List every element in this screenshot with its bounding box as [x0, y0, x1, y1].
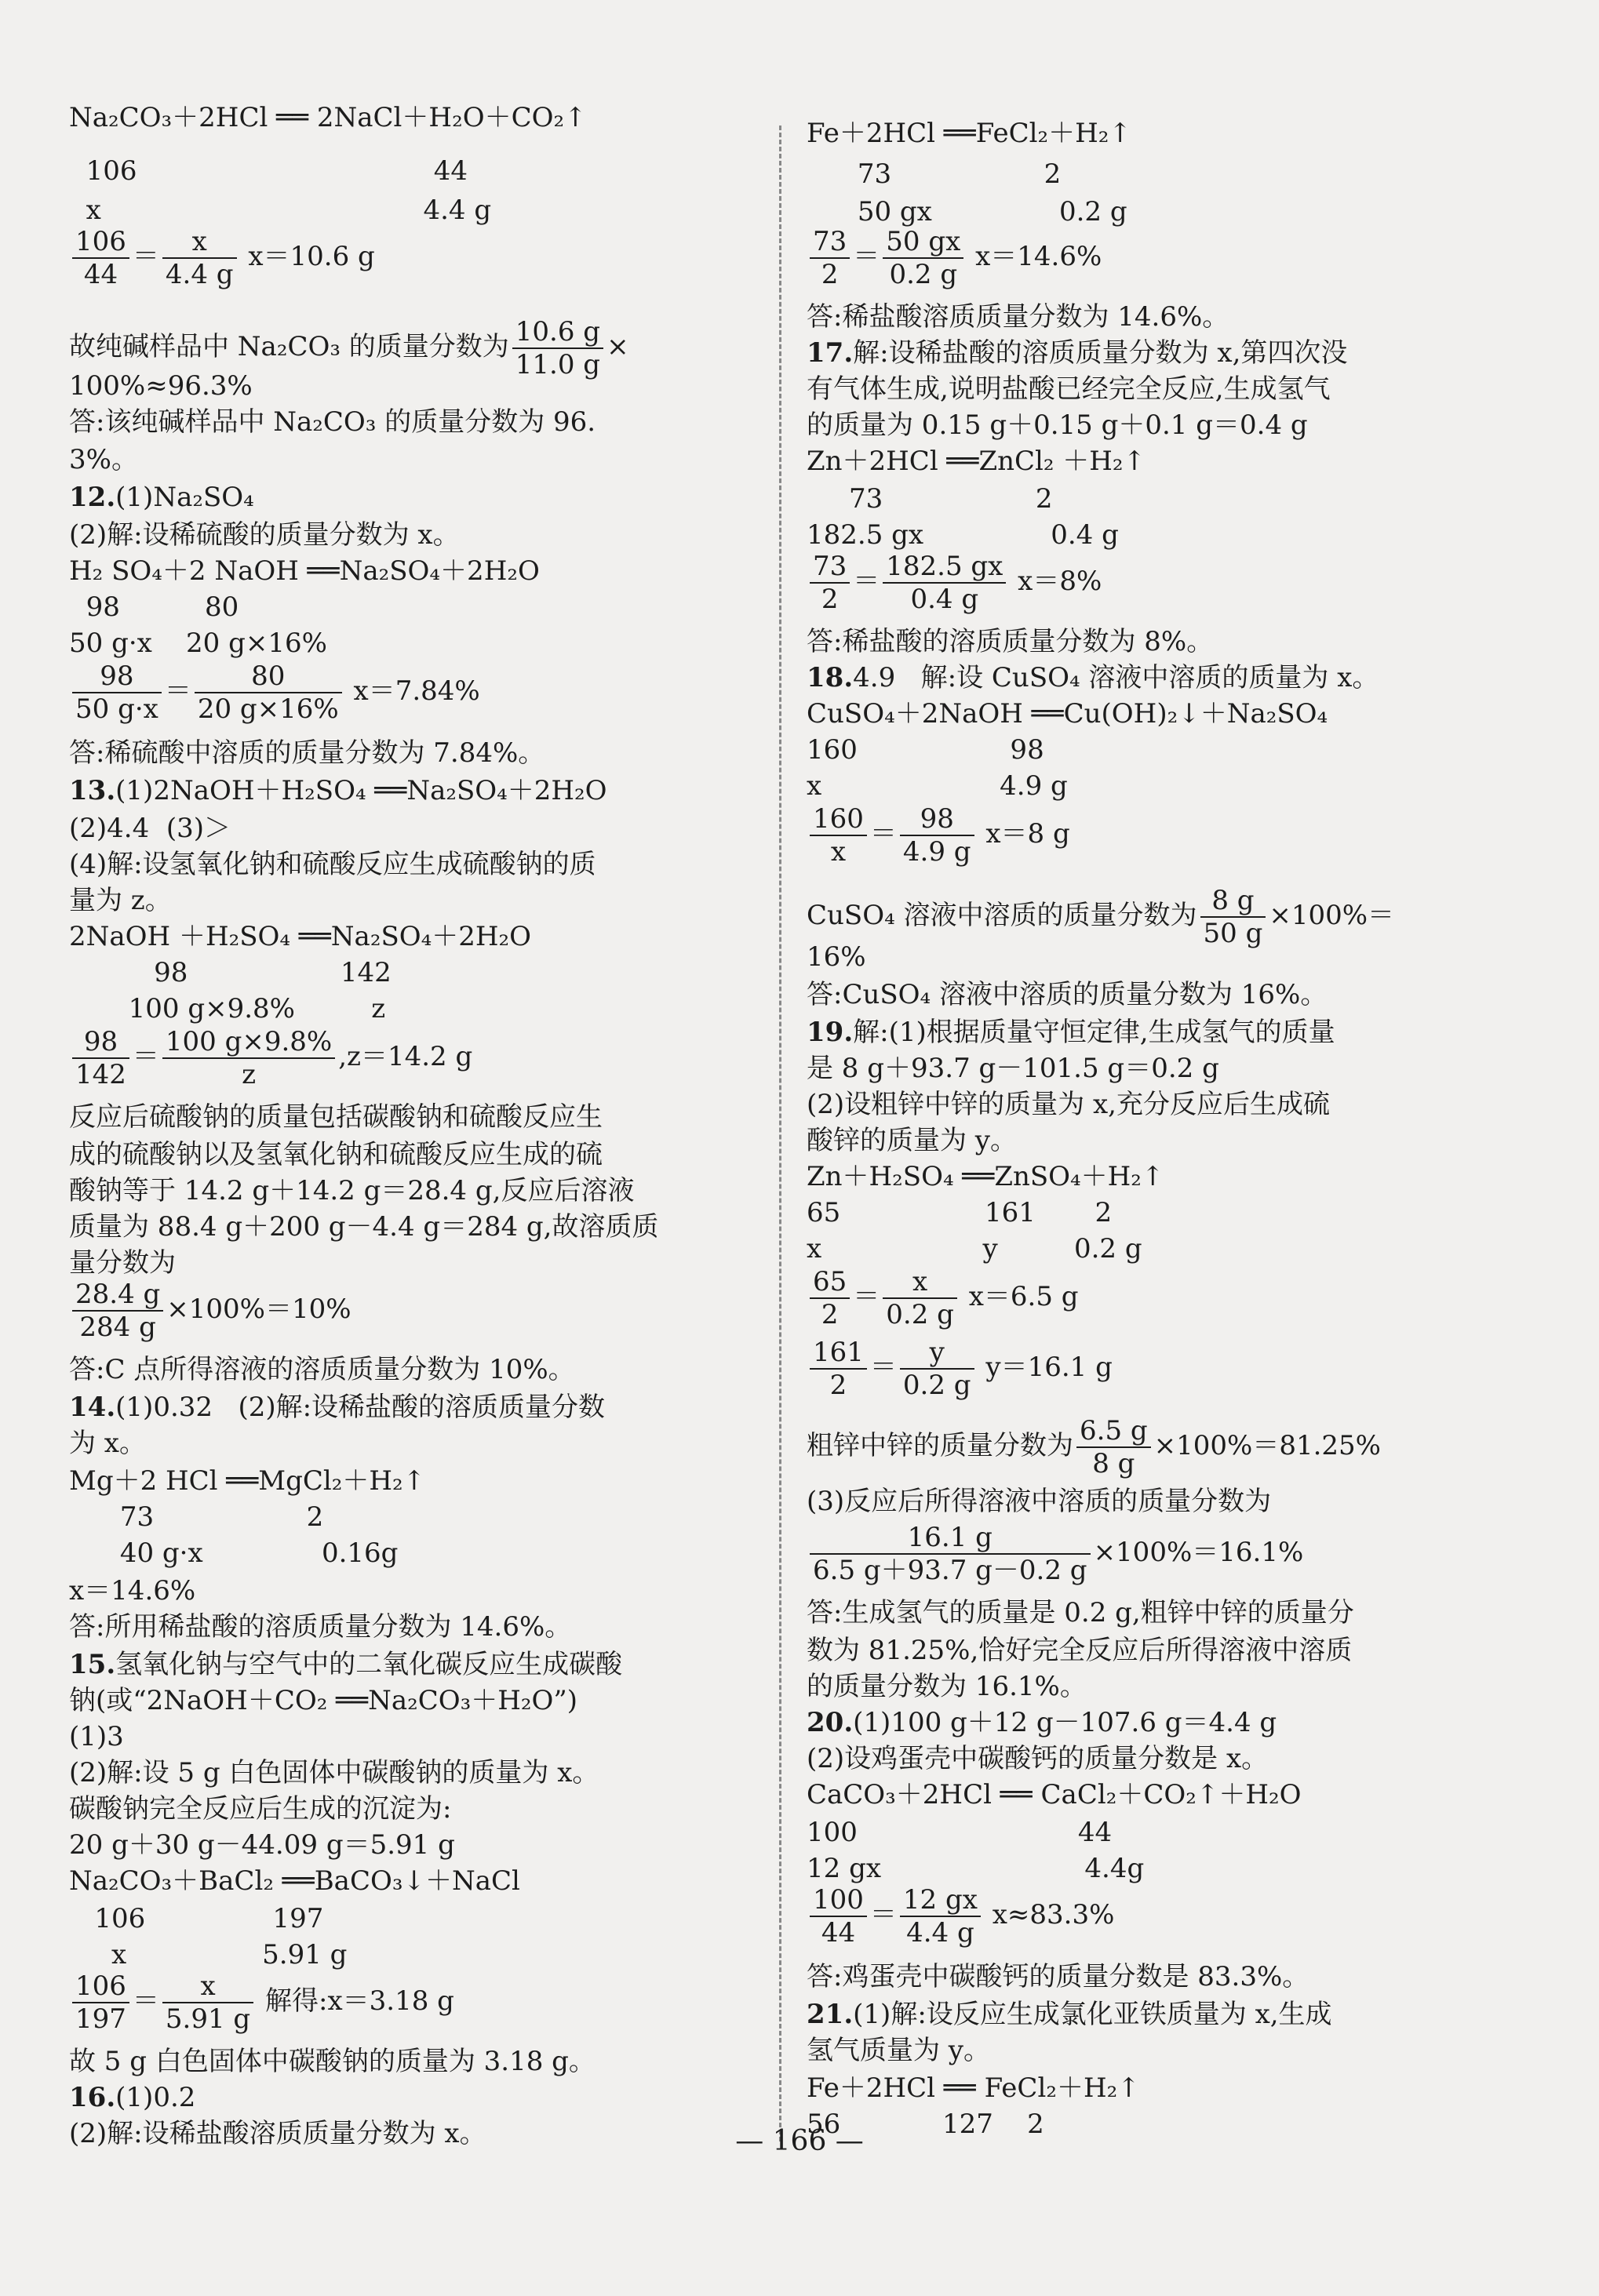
fraction-denominator: 50 g [1203, 918, 1263, 949]
line-text: ×100%＝10% [166, 1294, 351, 1325]
equals-sign: ＝ [853, 241, 880, 272]
text-line [807, 409, 1308, 441]
line-text: 12 gx 4.4g [807, 1853, 1145, 1884]
text-line [69, 921, 531, 952]
text-line [807, 1089, 1330, 1120]
text-line [69, 1175, 634, 1206]
text-line [69, 195, 491, 226]
question-number: 20. [807, 1707, 854, 1738]
fraction-numerator: 160 [810, 803, 867, 836]
text-line [807, 1161, 1164, 1192]
fraction-denominator: x [830, 836, 847, 868]
text-line [807, 1817, 1112, 1848]
line-text: CuSO₄ 溶液中溶质的质量分数为 [807, 900, 1197, 931]
line-text: ×100%＝16.1% [1093, 1537, 1304, 1568]
text-line [807, 1779, 1302, 1810]
equals-sign: ＝ [853, 1281, 880, 1312]
question-number: 13. [69, 775, 116, 806]
line-text: 4.9 解:设 CuSO₄ 溶液中溶质的质量为 x。 [853, 662, 1379, 693]
line-text: Zn＋2HCl ══ZnCl₂ ＋H₂↑ [807, 446, 1146, 477]
text-line [69, 1903, 323, 1934]
line-text: 的质量为 0.15 g＋0.15 g＋0.1 g＝0.4 g [807, 409, 1308, 441]
line-text: 解得:x＝3.18 g [257, 1985, 454, 2017]
line-text: 73 2 [69, 1501, 324, 1533]
text-line [807, 1597, 1354, 1628]
question-number: 19. [807, 1017, 854, 1048]
line-text: 粗锌中锌的质量分数为 [807, 1430, 1073, 1461]
line-text: 量分数为 [69, 1247, 176, 1279]
fraction-numerator: 73 [810, 226, 850, 259]
question-number: 17. [807, 337, 854, 369]
text-line [69, 849, 596, 880]
line-text: 酸锌的质量为 y。 [807, 1125, 1018, 1156]
fraction-denominator: 8 g [1092, 1448, 1135, 1479]
line-text: (1)解:设反应生成氯化亚铁质量为 x,生成 [853, 1999, 1332, 2030]
fraction [810, 1884, 867, 1949]
question-number: 12. [69, 482, 116, 513]
text-line [69, 1501, 323, 1533]
text-line [69, 1354, 575, 1385]
line-text: ×100%＝81.25% [1153, 1430, 1381, 1461]
text-line [69, 555, 540, 587]
text-line [807, 196, 1127, 227]
line-text: 106 197 [69, 1903, 324, 1934]
line-text: (1)0.32 (2)解:设稀盐酸的溶质质量分数 [115, 1392, 606, 1423]
fraction [810, 1266, 850, 1330]
equals-sign: ＝ [853, 566, 880, 597]
text-line [807, 885, 1394, 949]
line-text: 182.5 gx 0.4 g [807, 519, 1119, 551]
text-line [807, 1486, 1271, 1517]
equals-sign: ＝ [164, 675, 191, 707]
text-line [807, 1415, 1381, 1479]
question-number: 18. [807, 662, 854, 693]
text-line [807, 1522, 1303, 1586]
text-line [807, 519, 1119, 551]
line-text: 碳酸钠完全反应后生成的沉淀为: [69, 1793, 452, 1825]
text-line [807, 158, 1061, 190]
text-line [69, 444, 138, 475]
fraction [810, 1337, 867, 1401]
fraction-numerator: 6.5 g [1076, 1415, 1151, 1448]
line-text: 答:生成氢气的质量是 0.2 g,粗锌中锌的质量分 [807, 1597, 1354, 1628]
line-text: 量为 z。 [69, 885, 172, 916]
text-line [69, 1939, 347, 1970]
text-line [69, 519, 460, 551]
fraction-denominator: 142 [75, 1059, 126, 1090]
line-text: 3%。 [69, 444, 138, 475]
fraction-denominator: 5.91 g [165, 2003, 251, 2035]
line-text: 73 2 [807, 483, 1053, 515]
text-line [69, 1392, 605, 1423]
column-divider [779, 126, 781, 2141]
line-text: 答:该纯碱样品中 Na₂CO₃ 的质量分数为 96. [69, 406, 596, 438]
fraction-denominator: 197 [75, 2003, 126, 2035]
text-line [807, 979, 1327, 1010]
text-line [69, 737, 545, 769]
fraction-denominator: 44 [821, 1917, 856, 1949]
text-line [69, 1611, 571, 1643]
fraction [72, 1970, 129, 2035]
fraction-numerator: 80 [195, 660, 342, 693]
fraction-denominator: 20 g×16% [197, 693, 339, 725]
text-line [807, 118, 1131, 149]
line-text: 答:稀盐酸的溶质质量分数为 8%。 [807, 626, 1214, 657]
text-line [69, 406, 596, 438]
text-line [69, 1139, 603, 1170]
line-text: CaCO₃＋2HCl ══ CaCl₂＋CO₂↑＋H₂O [807, 1779, 1302, 1810]
fraction [883, 226, 963, 290]
line-text: 20 g＋30 g－44.09 g＝5.91 g [69, 1829, 455, 1861]
fraction-numerator: 73 [810, 551, 850, 584]
fraction-denominator: 0.2 g [902, 1370, 971, 1401]
fraction-denominator: z [242, 1059, 257, 1090]
text-line [69, 993, 385, 1024]
fraction-numerator: y [900, 1337, 974, 1370]
text-line [69, 1829, 455, 1861]
line-text: (4)解:设氢氧化钠和硫酸反应生成硫酸钠的质 [69, 849, 596, 880]
fraction-denominator: 6.5 g＋93.7 g－0.2 g [813, 1555, 1087, 1586]
text-line [807, 337, 1347, 369]
line-text: x 4.9 g [807, 770, 1068, 802]
fraction-denominator: 0.2 g [889, 259, 958, 290]
text-line [69, 2046, 596, 2077]
fraction-denominator: 284 g [79, 1312, 156, 1343]
question-number: 16. [69, 2082, 116, 2113]
text-line [69, 1211, 658, 1243]
line-text: 酸钠等于 14.2 g＋14.2 g＝28.4 g,反应后溶液 [69, 1175, 635, 1206]
fraction-numerator: 161 [810, 1337, 867, 1370]
line-text: Zn＋H₂SO₄ ══ZnSO₄＋H₂↑ [807, 1161, 1164, 1192]
fraction [162, 1970, 253, 2035]
fraction [512, 316, 603, 380]
text-line [69, 1649, 622, 1680]
line-text: 为 x。 [69, 1428, 146, 1459]
text-line [69, 1575, 195, 1606]
text-line [807, 941, 866, 973]
text-line [69, 1757, 599, 1788]
fraction-numerator: 65 [810, 1266, 850, 1299]
line-text: 故纯碱样品中 Na₂CO₃ 的质量分数为 [69, 331, 509, 362]
line-text: Mg＋2 HCl ══MgCl₂＋H₂↑ [69, 1465, 426, 1497]
text-line [69, 1537, 398, 1569]
line-text: 160 98 [807, 734, 1044, 766]
fraction-numerator: 106 [72, 226, 129, 259]
line-text: 答:所用稀盐酸的溶质质量分数为 14.6%。 [69, 1611, 572, 1643]
line-text: 的质量分数为 16.1%。 [807, 1671, 1087, 1702]
line-text: (2)设鸡蛋壳中碳酸钙的质量分数是 x。 [807, 1743, 1269, 1774]
text-line [807, 803, 1070, 868]
fraction [900, 1337, 974, 1401]
line-text: x＝6.5 g [960, 1281, 1079, 1312]
text-line [807, 734, 1044, 766]
line-text: 答:稀硫酸中溶质的质量分数为 7.84%。 [69, 737, 545, 769]
fraction [900, 1884, 981, 1949]
fraction-denominator: 4.4 g [165, 259, 234, 290]
line-text: x＝14.6% [967, 241, 1102, 272]
line-text: 16% [807, 941, 866, 973]
fraction-numerator: 182.5 gx [883, 551, 1006, 584]
line-text: x 4.4 g [69, 195, 492, 226]
fraction-denominator: 44 [83, 259, 118, 290]
line-text: (1)3 [69, 1721, 124, 1752]
text-line [807, 1999, 1332, 2030]
line-text: 100 g×9.8% z [69, 993, 386, 1024]
text-line [807, 1671, 1087, 1702]
line-text: 73 2 [807, 158, 1062, 190]
line-text: Fe＋2HCl ══ FeCl₂＋H₂↑ [807, 2072, 1140, 2104]
text-line [807, 1017, 1335, 1048]
line-text: 50 g·x 20 g×16% [69, 628, 327, 659]
fraction [810, 551, 850, 615]
text-line [807, 1707, 1277, 1738]
fraction [883, 1266, 957, 1330]
fraction [72, 226, 129, 290]
fraction [810, 1522, 1091, 1586]
line-text: 氢气质量为 y。 [807, 2035, 991, 2066]
line-text: 氢氧化钠与空气中的二氧化碳反应生成碳酸 [115, 1649, 623, 1680]
text-line [69, 482, 254, 513]
fraction [72, 660, 162, 725]
text-line [69, 775, 607, 806]
line-text: 有气体生成,说明盐酸已经完全反应,生成氢气 [807, 373, 1331, 405]
line-text: CuSO₄＋2NaOH ══Cu(OH)₂↓＋Na₂SO₄ [807, 698, 1328, 730]
text-line [69, 2082, 195, 2113]
fraction [162, 1026, 335, 1090]
fraction [72, 1279, 163, 1343]
text-line [807, 2072, 1140, 2104]
text-line [807, 1337, 1113, 1401]
text-line [69, 1865, 520, 1897]
line-text: x y 0.2 g [807, 1233, 1142, 1264]
text-line [69, 1101, 603, 1133]
line-text: 98 80 [69, 591, 239, 623]
line-text: ,z＝14.2 g [338, 1041, 473, 1072]
text-line [69, 1465, 425, 1497]
line-text: (1)100 g＋12 g－107.6 g＝4.4 g [853, 1707, 1277, 1738]
text-line [807, 551, 1102, 615]
line-text: x＝7.84% [344, 675, 480, 707]
text-line [807, 301, 1229, 333]
text-line [807, 2035, 990, 2066]
line-text: (2)4.4 (3)＞ [69, 813, 231, 844]
text-line [807, 373, 1331, 405]
text-line [807, 1743, 1268, 1774]
fraction-denominator: 11.0 g [515, 349, 601, 380]
line-text: 106 44 [69, 155, 468, 187]
equals-sign: ＝ [132, 1985, 159, 2017]
line-text: Na₂CO₃＋2HCl ══ 2NaCl＋H₂O＋CO₂↑ [69, 102, 587, 133]
fraction-denominator: 4.9 g [902, 836, 971, 868]
line-text: 98 142 [69, 957, 392, 988]
equals-sign: ＝ [132, 1041, 159, 1072]
line-text: 解:设稀盐酸的溶质质量分数为 x,第四次没 [853, 337, 1348, 369]
text-line [807, 1884, 1114, 1949]
fraction [1200, 885, 1266, 949]
text-line [807, 483, 1052, 515]
line-text: 56 127 2 [807, 2109, 1044, 2140]
fraction [810, 803, 867, 868]
text-line [807, 446, 1146, 477]
line-text: 答:CuSO₄ 溶液中溶质的质量分数为 16%。 [807, 979, 1328, 1010]
text-line [807, 1125, 1017, 1156]
line-text: 数为 81.25%,恰好完全反应后所得溶液中溶质 [807, 1635, 1353, 1666]
line-text: 故 5 g 白色固体中碳酸钠的质量为 3.18 g。 [69, 2046, 596, 2077]
line-text: x＝8% [1009, 566, 1102, 597]
text-line [807, 1233, 1142, 1264]
text-line [69, 155, 468, 187]
fraction-numerator: 98 [72, 660, 162, 693]
text-line [69, 1428, 146, 1459]
fraction-denominator: 2 [829, 1370, 847, 1401]
text-line [69, 1970, 454, 2035]
line-text: (1)0.2 [115, 2082, 196, 2113]
line-text: x＝8 g [977, 818, 1070, 850]
text-line [69, 813, 231, 844]
fraction-denominator: 2 [821, 584, 839, 615]
text-line [807, 1853, 1144, 1884]
line-text: 答:鸡蛋壳中碳酸钙的质量分数是 83.3%。 [807, 1961, 1309, 1992]
text-line [69, 660, 480, 725]
text-line [807, 1635, 1352, 1666]
line-text: 解:(1)根据质量守恒定律,生成氢气的质量 [853, 1017, 1335, 1048]
line-text: x＝14.6% [69, 1575, 196, 1606]
line-text: x＝10.6 g [239, 241, 375, 272]
text-line [807, 1053, 1219, 1084]
text-line [69, 1247, 176, 1279]
line-text: ×100%＝ [1269, 900, 1395, 931]
line-text: 成的硫酸钠以及氢氧化钠和硫酸反应生成的硫 [69, 1139, 603, 1170]
line-text: x 5.91 g [69, 1939, 348, 1970]
line-text: x≈83.3% [983, 1899, 1115, 1930]
equals-sign: ＝ [869, 1899, 897, 1930]
line-text: 反应后硫酸钠的质量包括碳酸钠和硫酸反应生 [69, 1101, 603, 1133]
question-number: 21. [807, 1999, 854, 2030]
fraction-numerator: 50 gx [883, 226, 963, 259]
line-text: 是 8 g＋93.7 g－101.5 g＝0.2 g [807, 1053, 1219, 1084]
fraction-numerator: 12 gx [900, 1884, 981, 1917]
fraction-denominator: 0.2 g [886, 1299, 954, 1330]
fraction-denominator: 2 [821, 1299, 839, 1330]
page-number: — 166 — [735, 2125, 864, 2157]
text-line [69, 1721, 124, 1752]
text-line [807, 770, 1068, 802]
fraction-numerator: 8 g [1200, 885, 1266, 918]
text-line [807, 226, 1102, 290]
line-text: y＝16.1 g [977, 1352, 1113, 1383]
text-line [807, 626, 1213, 657]
fraction-numerator: 100 g×9.8% [162, 1026, 335, 1059]
equals-sign: ＝ [869, 1352, 897, 1383]
fraction-denominator: 0.4 g [910, 584, 979, 615]
text-line [69, 628, 327, 659]
fraction [162, 226, 237, 290]
line-text: 100 44 [807, 1817, 1113, 1848]
fraction-numerator: x [162, 226, 237, 259]
line-text: (1)2NaOH＋H₂SO₄ ══Na₂SO₄＋2H₂O [115, 775, 607, 806]
fraction [883, 551, 1006, 615]
line-text: H₂ SO₄＋2 NaOH ══Na₂SO₄＋2H₂O [69, 555, 540, 587]
fraction [810, 226, 850, 290]
fraction-numerator: 16.1 g [810, 1522, 1091, 1555]
equals-sign: ＝ [869, 818, 897, 850]
line-text: Na₂CO₃＋BaCl₂ ══BaCO₃↓＋NaCl [69, 1865, 520, 1897]
line-text: × [606, 331, 629, 362]
text-line [807, 662, 1379, 693]
equals-sign: ＝ [132, 241, 159, 272]
line-text: 答:C 点所得溶液的溶质质量分数为 10%。 [69, 1354, 575, 1385]
text-line [807, 1197, 1112, 1228]
fraction-numerator: 28.4 g [72, 1279, 163, 1312]
line-text: (1)Na₂SO₄ [115, 482, 254, 513]
fraction-denominator: 50 g·x [75, 693, 158, 725]
text-line [69, 885, 172, 916]
text-line [69, 957, 392, 988]
fraction-numerator: 106 [72, 1970, 129, 2003]
line-text: 100%≈96.3% [69, 370, 253, 402]
line-text: 质量为 88.4 g＋200 g－4.4 g＝284 g,故溶质质 [69, 1211, 659, 1243]
text-line [69, 226, 375, 290]
line-text: (2)设粗锌中锌的质量为 x,充分反应后生成硫 [807, 1089, 1330, 1120]
text-line [69, 1793, 451, 1825]
fraction-numerator: 10.6 g [512, 316, 603, 349]
text-line [69, 1026, 472, 1090]
text-line [807, 698, 1328, 730]
fraction-numerator: 98 [900, 803, 974, 836]
text-line [69, 370, 253, 402]
fraction-numerator: x [883, 1266, 957, 1299]
text-line [69, 1279, 351, 1343]
line-text: 40 g·x 0.16g [69, 1537, 399, 1569]
line-text: 答:稀盐酸溶质质量分数为 14.6%。 [807, 301, 1229, 333]
fraction-denominator: 4.4 g [906, 1917, 974, 1949]
fraction-numerator: x [162, 1970, 253, 2003]
line-text: 2NaOH ＋H₂SO₄ ══Na₂SO₄＋2H₂O [69, 921, 532, 952]
line-text: 65 161 2 [807, 1197, 1113, 1228]
fraction [72, 1026, 129, 1090]
line-text: (3)反应后所得溶液中溶质的质量分数为 [807, 1486, 1272, 1517]
fraction-denominator: 2 [821, 259, 839, 290]
text-line [807, 1266, 1079, 1330]
line-text: (2)解:设 5 g 白色固体中碳酸钠的质量为 x。 [69, 1757, 599, 1788]
line-text: Fe＋2HCl ══FeCl₂＋H₂↑ [807, 118, 1131, 149]
text-line [69, 1685, 577, 1716]
line-text: 钠(或“2NaOH＋CO₂ ══Na₂CO₃＋H₂O”) [69, 1685, 578, 1716]
text-line [807, 1961, 1309, 1992]
fraction-numerator: 98 [72, 1026, 129, 1059]
line-text: 50 gx 0.2 g [807, 196, 1127, 227]
fraction-numerator: 100 [810, 1884, 867, 1917]
fraction [195, 660, 342, 725]
line-text: (2)解:设稀硫酸的质量分数为 x。 [69, 519, 460, 551]
line-text: (2)解:设稀盐酸溶质质量分数为 x。 [69, 2118, 486, 2149]
fraction [900, 803, 974, 868]
question-number: 15. [69, 1649, 116, 1680]
fraction [1076, 1415, 1151, 1479]
question-number: 14. [69, 1392, 116, 1423]
text-line [69, 591, 239, 623]
text-line [69, 102, 587, 133]
